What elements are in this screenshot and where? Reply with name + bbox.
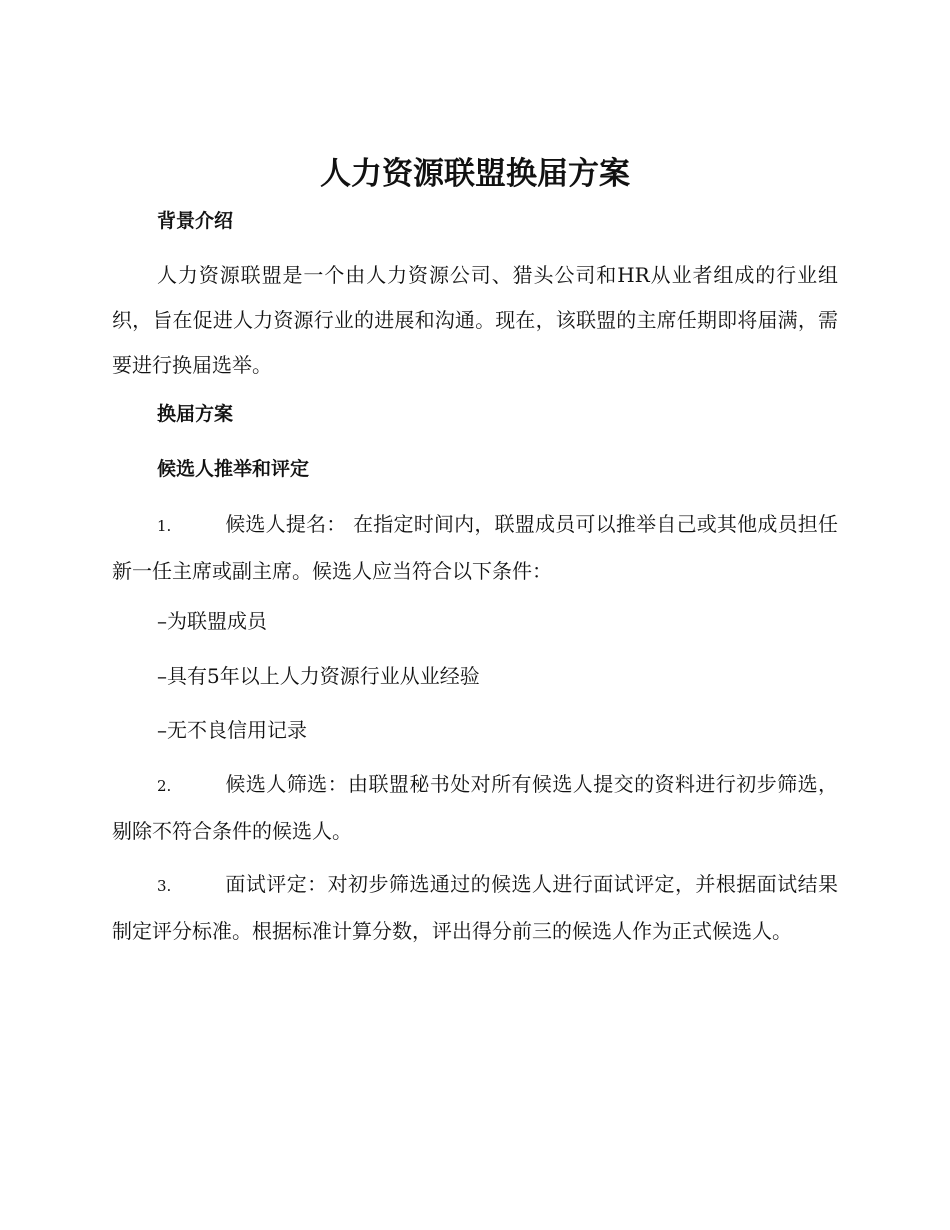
plan-heading: 换届方案	[157, 403, 234, 425]
list-item-text: 候选人提名： 在指定时间内，联盟成员可以推举自己或其他成员担任新一任主席或副主席。候选人应当符合以下条件：	[112, 512, 838, 583]
page-title: 人力资源联盟换届方案	[320, 156, 630, 192]
list-item-text: 面试评定：对初步筛选通过的候选人进行面试评定，并根据面试结果制定评分标准。根据标准计算分数，评出得分前三的候选人作为正式候选人。	[112, 872, 838, 943]
condition-item: –无不良信用记录	[157, 718, 307, 742]
condition-item: –具有5年以上人力资源行业从业经验	[157, 664, 480, 688]
list-item	[112, 862, 838, 954]
nomination-heading: 候选人推举和评定	[157, 458, 310, 480]
background-paragraph: 人力资源联盟是一个由人力资源公司、猎头公司和HR从业者组成的行业组织，旨在促进人力资源行业的进展和沟通。现在，该联盟的主席任期即将届满，需要进行换届选举。	[112, 263, 838, 377]
list-item	[112, 762, 838, 854]
list-number: 3.	[157, 877, 172, 895]
background-heading: 背景介绍	[157, 210, 234, 232]
condition-item: –为联盟成员	[157, 609, 267, 633]
list-number: 1.	[157, 517, 172, 535]
list-item	[112, 502, 838, 594]
list-number: 2.	[157, 777, 172, 795]
list-item-text: 候选人筛选：由联盟秘书处对所有候选人提交的资料进行初步筛选，剔除不符合条件的候选人。	[112, 772, 838, 843]
